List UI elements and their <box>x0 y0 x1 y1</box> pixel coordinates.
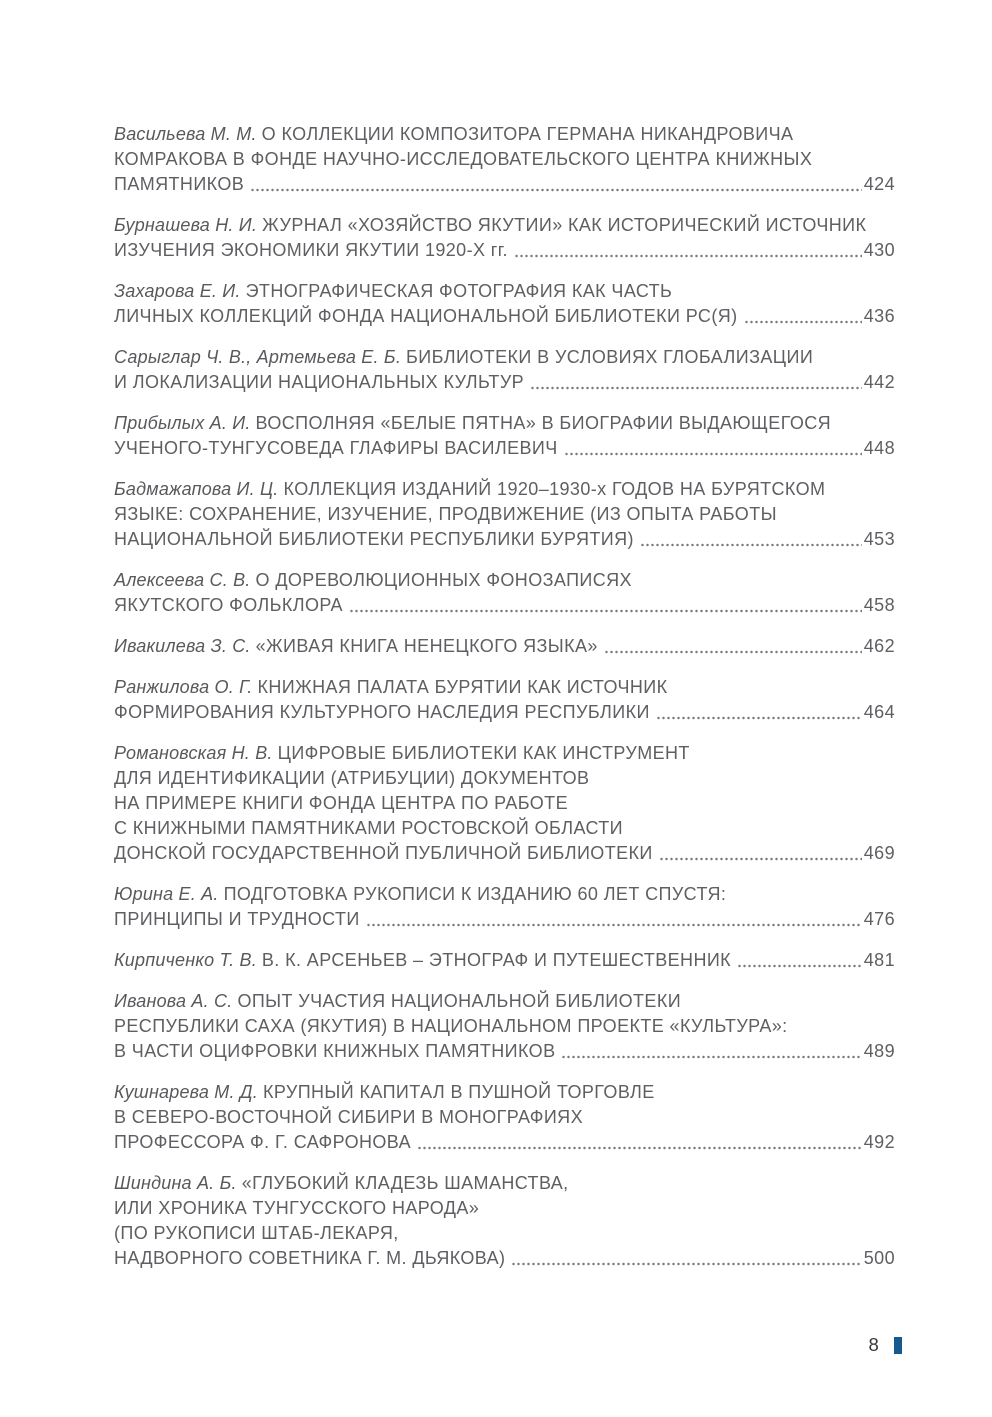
page-footer <box>869 1335 903 1355</box>
dot-leader <box>349 593 862 613</box>
toc-list <box>114 122 895 1287</box>
toc-entry-line <box>114 841 895 866</box>
toc-entry-line <box>114 527 895 552</box>
toc-entry <box>114 345 895 395</box>
toc-entry-line <box>114 1130 895 1155</box>
dot-leader <box>530 370 862 390</box>
entry-title-text: ЭТНОГРАФИЧЕСКАЯ ФОТОГРАФИЯ КАК ЧАСТЬ <box>245 281 673 301</box>
entry-author: Прибылых А. И. <box>114 413 251 433</box>
entry-title-text: НАДВОРНОГО СОВЕТНИКА Г. М. ДЬЯКОВА) <box>114 1248 506 1268</box>
dot-leader <box>659 841 862 861</box>
entry-author: Алексеева С. В. <box>114 570 251 590</box>
toc-entry-line <box>114 1105 895 1130</box>
entry-title-text: ИЗУЧЕНИЯ ЭКОНОМИКИ ЯКУТИИ 1920-Х гг. <box>114 240 508 260</box>
entry-page-number: 448 <box>863 438 895 458</box>
toc-entry-line <box>114 907 895 932</box>
toc-entry-line <box>114 370 895 395</box>
entry-title-text: КОМРАКОВА В ФОНДЕ НАУЧНО-ИССЛЕДОВАТЕЛЬСКОГО ЦЕНТРА КНИЖНЫХ <box>114 149 813 169</box>
toc-entry-line <box>114 304 895 329</box>
entry-title-text: ЯЗЫКЕ: СОХРАНЕНИЕ, ИЗУЧЕНИЕ, ПРОДВИЖЕНИЕ (ИЗ ОПЫТА РАБОТЫ <box>114 504 777 524</box>
entry-page-number: 476 <box>863 909 895 929</box>
dot-leader <box>514 238 862 258</box>
entry-title-text: «ГЛУБОКИЙ КЛАДЕЗЬ ШАМАНСТВА, <box>241 1173 569 1193</box>
toc-entry <box>114 122 895 197</box>
entry-title-text: В. К. АРСЕНЬЕВ – ЭТНОГРАФ И ПУТЕШЕСТВЕННИК <box>261 950 732 970</box>
entry-title-text: ЛИЧНЫХ КОЛЛЕКЦИЙ ФОНДА НАЦИОНАЛЬНОЙ БИБЛИОТЕКИ РС(Я) <box>114 306 738 326</box>
entry-author: Бадмажапова И. Ц. <box>114 479 279 499</box>
toc-entry <box>114 1080 895 1155</box>
toc-entry-line <box>114 1196 895 1221</box>
entry-author: Кушнарева М. Д. <box>114 1082 258 1102</box>
toc-entry-line <box>114 1080 895 1105</box>
dot-leader <box>564 436 862 456</box>
dot-leader <box>366 907 862 927</box>
entry-author: Ивакилева З. С. <box>114 636 251 656</box>
toc-entry <box>114 411 895 461</box>
toc-entry-line <box>114 1171 895 1196</box>
toc-entry <box>114 675 895 725</box>
entry-title-text: ЦИФРОВЫЕ БИБЛИОТЕКИ КАК ИНСТРУМЕНТ <box>277 743 690 763</box>
entry-author: Кирпиченко Т. В. <box>114 950 257 970</box>
toc-entry-line <box>114 593 895 618</box>
toc-entry-line <box>114 502 895 527</box>
entry-author: Шиндина А. Б. <box>114 1173 237 1193</box>
entry-author: Васильева М. М. <box>114 124 257 144</box>
entry-author: Бурнашева Н. И. <box>114 215 258 235</box>
toc-entry-line <box>114 634 895 659</box>
entry-title-text: НА ПРИМЕРЕ КНИГИ ФОНДА ЦЕНТРА ПО РАБОТЕ <box>114 793 568 813</box>
entry-page-number: 481 <box>863 950 895 970</box>
entry-page-number: 436 <box>863 306 895 326</box>
dot-leader <box>744 304 862 324</box>
toc-entry-line <box>114 147 895 172</box>
entry-title-text: ОПЫТ УЧАСТИЯ НАЦИОНАЛЬНОЙ БИБЛИОТЕКИ <box>237 991 682 1011</box>
toc-entry <box>114 989 895 1064</box>
toc-entry-line <box>114 791 895 816</box>
entry-title-text: КНИЖНАЯ ПАЛАТА БУРЯТИИ КАК ИСТОЧНИК <box>257 677 668 697</box>
toc-entry <box>114 1171 895 1271</box>
entry-author: Юрина Е. А. <box>114 884 219 904</box>
entry-title-text: УЧЕНОГО-ТУНГУСОВЕДА ГЛАФИРЫ ВАСИЛЕВИЧ <box>114 438 558 458</box>
toc-entry-line <box>114 882 895 907</box>
toc-entry-line <box>114 700 895 725</box>
dot-leader <box>640 527 862 547</box>
toc-entry-line <box>114 1014 895 1039</box>
toc-entry <box>114 948 895 973</box>
toc-entry-line <box>114 948 895 973</box>
entry-title-text: В СЕВЕРО-ВОСТОЧНОЙ СИБИРИ В МОНОГРАФИЯХ <box>114 1107 583 1127</box>
dot-leader <box>250 172 862 192</box>
toc-entry-line <box>114 989 895 1014</box>
toc-entry <box>114 279 895 329</box>
dot-leader <box>561 1039 861 1059</box>
toc-entry <box>114 741 895 866</box>
entry-title-text: КОЛЛЕКЦИЯ ИЗДАНИЙ 1920–1930-х ГОДОВ НА БУРЯТСКОМ <box>283 479 826 499</box>
entry-author: Романовская Н. В. <box>114 743 273 763</box>
entry-author: Сарыглар Ч. В., Артемьева Е. Б. <box>114 347 402 367</box>
entry-page-number: 500 <box>863 1248 895 1268</box>
entry-author: Иванова А. С. <box>114 991 233 1011</box>
toc-entry <box>114 568 895 618</box>
toc-entry-line <box>114 675 895 700</box>
entry-title-text: В ЧАСТИ ОЦИФРОВКИ КНИЖНЫХ ПАМЯТНИКОВ <box>114 1041 556 1061</box>
toc-entry-line <box>114 213 895 238</box>
entry-page-number: 458 <box>863 595 895 615</box>
dot-leader <box>511 1246 861 1266</box>
entry-title-text: О ДОРЕВОЛЮЦИОННЫХ ФОНОЗАПИСЯХ <box>255 570 632 590</box>
entry-title-text: НАЦИОНАЛЬНОЙ БИБЛИОТЕКИ РЕСПУБЛИКИ БУРЯТИЯ) <box>114 529 634 549</box>
entry-page-number: 453 <box>863 529 895 549</box>
footer-accent-bar <box>894 1337 902 1354</box>
entry-page-number: 462 <box>863 636 895 656</box>
entry-title-text: ПОДГОТОВКА РУКОПИСИ К ИЗДАНИЮ 60 ЛЕТ СПУСТЯ: <box>223 884 727 904</box>
toc-entry <box>114 882 895 932</box>
entry-title-text: КРУПНЫЙ КАПИТАЛ В ПУШНОЙ ТОРГОВЛЕ <box>262 1082 655 1102</box>
entry-title-text: ЖУРНАЛ «ХОЗЯЙСТВО ЯКУТИИ» КАК ИСТОРИЧЕСКИЙ ИСТОЧНИК <box>262 215 867 235</box>
toc-entry-line <box>114 1039 895 1064</box>
entry-title-text: «ЖИВАЯ КНИГА НЕНЕЦКОГО ЯЗЫКА» <box>255 636 598 656</box>
toc-entry-line <box>114 816 895 841</box>
entry-title-text: ИЛИ ХРОНИКА ТУНГУССКОГО НАРОДА» <box>114 1198 480 1218</box>
entry-page-number: 492 <box>863 1132 895 1152</box>
toc-entry-line <box>114 568 895 593</box>
dot-leader <box>656 700 862 720</box>
entry-title-text: РЕСПУБЛИКИ САХА (ЯКУТИЯ) В НАЦИОНАЛЬНОМ ПРОЕКТЕ «КУЛЬТУРА»: <box>114 1016 788 1036</box>
toc-entry-line <box>114 1221 895 1246</box>
toc-entry-line <box>114 122 895 147</box>
toc-entry-line <box>114 766 895 791</box>
entry-title-text: ПРИНЦИПЫ И ТРУДНОСТИ <box>114 909 360 929</box>
dot-leader <box>417 1130 862 1150</box>
toc-entry-line <box>114 411 895 436</box>
entry-author: Захарова Е. И. <box>114 281 241 301</box>
toc-entry-line <box>114 436 895 461</box>
toc-entry-line <box>114 477 895 502</box>
entry-page-number: 469 <box>863 843 895 863</box>
entry-title-text: ДЛЯ ИДЕНТИФИКАЦИИ (АТРИБУЦИИ) ДОКУМЕНТОВ <box>114 768 590 788</box>
entry-page-number: 424 <box>863 174 895 194</box>
toc-entry-line <box>114 238 895 263</box>
entry-page-number: 442 <box>863 372 895 392</box>
entry-title-text: С КНИЖНЫМИ ПАМЯТНИКАМИ РОСТОВСКОЙ ОБЛАСТИ <box>114 818 624 838</box>
entry-page-number: 489 <box>863 1041 895 1061</box>
entry-page-number: 464 <box>863 702 895 722</box>
toc-entry-line <box>114 741 895 766</box>
entry-page-number: 430 <box>863 240 895 260</box>
entry-title-text: ФОРМИРОВАНИЯ КУЛЬТУРНОГО НАСЛЕДИЯ РЕСПУБЛИКИ <box>114 702 650 722</box>
toc-entry <box>114 634 895 659</box>
entry-title-text: БИБЛИОТЕКИ В УСЛОВИЯХ ГЛОБАЛИЗАЦИИ <box>406 347 814 367</box>
entry-title-text: И ЛОКАЛИЗАЦИИ НАЦИОНАЛЬНЫХ КУЛЬТУР <box>114 372 525 392</box>
toc-entry-line <box>114 345 895 370</box>
entry-title-text: О КОЛЛЕКЦИИ КОМПОЗИТОРА ГЕРМАНА НИКАНДРОВИЧА <box>261 124 794 144</box>
dot-leader <box>604 634 862 654</box>
footer-page-number: 8 <box>868 1334 879 1355</box>
toc-entry-line <box>114 172 895 197</box>
entry-title-text: ДОНСКОЙ ГОСУДАРСТВЕННОЙ ПУБЛИЧНОЙ БИБЛИОТЕКИ <box>114 843 653 863</box>
entry-title-text: ПАМЯТНИКОВ <box>114 174 245 194</box>
entry-title-text: ЯКУТСКОГО ФОЛЬКЛОРА <box>114 595 343 615</box>
toc-entry <box>114 477 895 552</box>
entry-title-text: ПРОФЕССОРА Ф. Г. САФРОНОВА <box>114 1132 412 1152</box>
toc-entry <box>114 213 895 263</box>
toc-entry-line <box>114 1246 895 1271</box>
entry-title-text: ВОСПОЛНЯЯ «БЕЛЫЕ ПЯТНА» В БИОГРАФИИ ВЫДАЮЩЕГОСЯ <box>255 413 832 433</box>
entry-title-text: (ПО РУКОПИСИ ШТАБ-ЛЕКАРЯ, <box>114 1223 399 1243</box>
dot-leader <box>737 948 862 968</box>
toc-entry-line <box>114 279 895 304</box>
entry-author: Ранжилова О. Г. <box>114 677 253 697</box>
